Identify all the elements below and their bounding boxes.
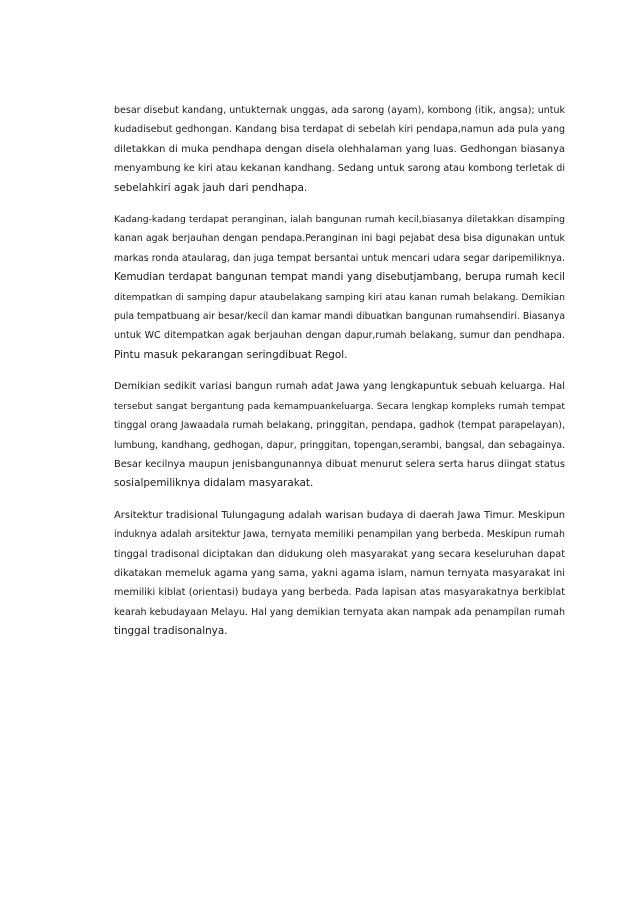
text-line: memiliki kiblat (orientasi) budaya yang berbeda. Pada lapisan atas masyarakatnya berkiblat [114,587,565,599]
text-line: untuk WC ditempatkan agak berjauhan dengan dapur,rumah belakang, sumur dan pendhapa. [114,330,565,342]
text-line: besar disebut kandang, untukternak unggas, ada sarong (ayam), kombong (itik, angsa); untuk [114,105,565,116]
text-line: Kadang-kadang terdapat peranginan, ialah bangunan rumah kecil,biasanya diletakkan disamping [114,214,565,226]
text-line: Besar kecilnya maupun jenisbangunannya dibuat menurut selera serta harus diingat status [114,458,565,470]
text-line: tersebut sangat bergantung pada kemampuankeluarga. Secara lengkap kompleks rumah tempat [114,400,565,412]
text-line: tinggal tradisonalnya. [114,625,228,638]
text-line: markas ronda ataularag, dan juga tempat bersantai untuk mencari udara segar daripemiliknya. [114,252,565,264]
text-line: lumbung, kandhang, gedhogan, dapur, pringgitan, topengan,serambi, bangsal, dan sebagainya. [114,439,565,451]
text-line: Pintu masuk pekarangan seringdibuat Regol. [114,348,348,361]
text-line: menyambung ke kiri atau kekanan kandhang. Sedang untuk sarong atau kombong terletak di [114,163,565,175]
text-line: tinggal orang Jawaadala rumah belakang, pringgitan, pendapa, gadhok (tempat parapelayan), [114,420,565,432]
text-line: kearah kebudayaan Melayu. Hal yang demikian ternyata akan nampak ada penampilan rumah [114,606,565,618]
text-line: diletakkan di muka pendhapa dengan disela olehhalaman yang luas. Gedhongan biasanya [114,143,565,155]
text-line: tinggal tradisonal diciptakan dan didukung oleh masyarakat yang secara keseluruhan dapat [114,548,565,560]
paragraph-3 [114,377,565,493]
text-line: sebelahkiri agak jauh dari pendhapa. [114,181,308,194]
text-line: pula tempatbuang air besar/kecil dan kamar mandi dibuatkan bangunan rumahsendiri. Biasanya [114,311,566,323]
text-line: kudadisebut gedhongan. Kandang bisa terdapat di sebelah kiri pendapa,namun ada pula yang [114,124,565,136]
text-line: Kemudian terdapat bangunan tempat mandi yang disebutjambang, berupa rumah kecil [114,272,565,284]
text-line: kanan agak berjauhan dengan pendapa.Peranginan ini bagi pejabat desa bisa digunakan untuk [114,233,565,245]
paragraph-1 [114,101,565,198]
text-line: dikatakan memeluk agama yang sama, yakni agama islam, namun ternyata masyarakat ini [114,567,565,579]
text-line: sosialpemiliknya didalam masyarakat. [114,477,314,490]
text-line: ditempatkan di samping dapur ataubelakang samping kiri atau kanan rumah belakang. Demikian [114,291,565,303]
text-line: induknya adalah arsitektur Jawa, ternyata memiliki penampilan yang berbeda. Meskipun rumah [114,529,565,541]
document-body [114,101,565,654]
text-line: Demikian sedikit variasi bangun rumah adat Jawa yang lengkapuntuk sebuah keluarga. Hal [114,381,565,393]
paragraph-2 [114,210,565,365]
paragraph-4 [114,506,565,642]
text-line: Arsitektur tradisional Tulungagung adalah warisan budaya di daerah Jawa Timur. Meskipun [114,509,565,521]
